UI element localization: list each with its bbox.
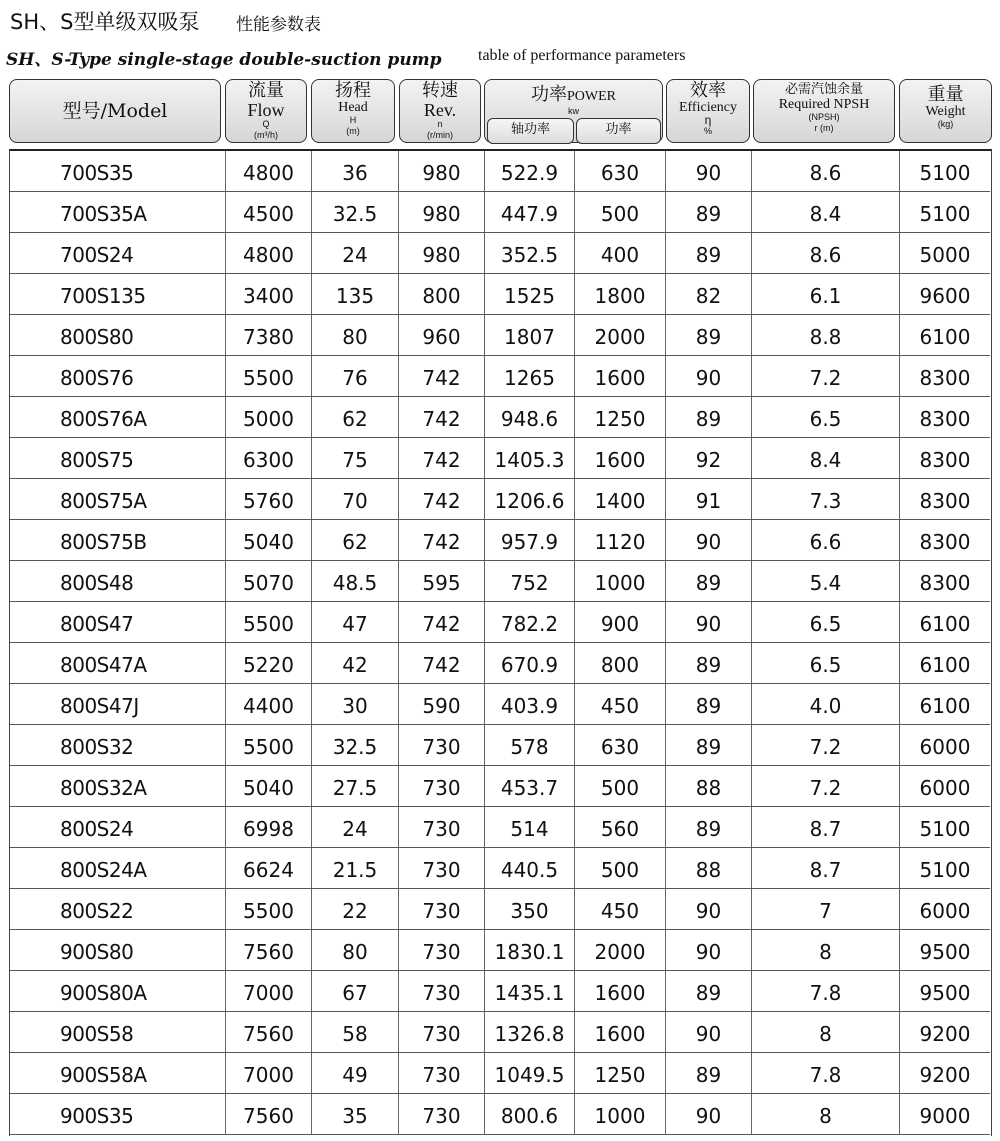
cell-efficiency: 89 [666, 192, 752, 232]
cell-model: 700S35A [10, 192, 226, 232]
cell-head: 135 [312, 274, 399, 314]
cell-head: 32.5 [312, 192, 399, 232]
table-row [10, 479, 990, 520]
cell-shaft-power: 352.5 [485, 233, 575, 273]
cell-flow: 5220 [226, 643, 312, 683]
table-row [10, 643, 990, 684]
cell-efficiency: 89 [666, 233, 752, 273]
cell-efficiency: 82 [666, 274, 752, 314]
cell-power: 500 [575, 192, 666, 232]
cell-weight: 5100 [919, 817, 971, 841]
cell-efficiency: 90 [666, 930, 752, 970]
cell-weight: 8300 [919, 407, 971, 431]
cell-shaft-power: 1807 [485, 315, 575, 355]
header-power-title [485, 86, 662, 106]
cell-weight: 8300 [919, 448, 971, 472]
cell-flow: 5760 [226, 479, 312, 519]
cell-flow: 7560 [226, 1012, 312, 1052]
cell-model: 800S47 [10, 602, 226, 642]
cell-head: 67 [312, 971, 399, 1011]
cell-model: 800S75 [10, 438, 226, 478]
cell-weight: 8300 [919, 571, 971, 595]
cell-flow: 7000 [226, 971, 312, 1011]
cell-model: 800S48 [10, 561, 226, 601]
header-flow-en: Flow [247, 100, 285, 120]
cell-npsh: 8 [752, 1012, 900, 1052]
cell-shaft-power: 782.2 [485, 602, 575, 642]
cell-npsh: 7.2 [752, 356, 900, 396]
cell-flow: 6998 [226, 807, 312, 847]
cell-efficiency: 88 [666, 766, 752, 806]
cell-npsh: 8.4 [752, 438, 900, 478]
cell-shaft-power: 1049.5 [485, 1053, 575, 1093]
cell-power: 800 [575, 643, 666, 683]
cell-power: 2000 [575, 315, 666, 355]
cell-flow: 5070 [226, 561, 312, 601]
cell-head: 24 [312, 233, 399, 273]
cell-rev: 730 [399, 766, 485, 806]
header-rev-unit: (r/min) [427, 130, 453, 140]
cell-npsh: 8.8 [752, 315, 900, 355]
cell-shaft-power: 514 [485, 807, 575, 847]
cell-weight: 9600 [919, 284, 971, 308]
table-row [10, 766, 990, 807]
cell-flow: 4500 [226, 192, 312, 232]
header-npsh-unit: r (m) [814, 123, 834, 133]
cell-shaft-power: 1830.1 [485, 930, 575, 970]
cell-power: 500 [575, 766, 666, 806]
cell-weight: 9500 [919, 940, 971, 964]
cell-efficiency: 90 [666, 520, 752, 560]
cell-npsh: 7.8 [752, 1053, 900, 1093]
header-flow-sym: Q [262, 119, 270, 129]
cell-head: 80 [312, 315, 399, 355]
cell-rev: 980 [399, 192, 485, 232]
cell-shaft-power: 800.6 [485, 1094, 575, 1134]
cell-model: 900S58A [10, 1053, 226, 1093]
table-row [10, 807, 990, 848]
cell-flow: 5040 [226, 520, 312, 560]
table-row [10, 151, 990, 192]
cell-power: 450 [575, 889, 666, 929]
cell-flow: 3400 [226, 274, 312, 314]
table-row [10, 930, 990, 971]
cell-shaft-power: 1405.3 [485, 438, 575, 478]
cell-model: 800S22 [10, 889, 226, 929]
cell-power: 1000 [575, 561, 666, 601]
table-row [10, 889, 990, 930]
cell-flow: 6300 [226, 438, 312, 478]
cell-npsh: 8 [752, 1094, 900, 1134]
cell-power: 630 [575, 151, 666, 191]
cell-model: 800S75A [10, 479, 226, 519]
cell-weight: 8300 [919, 366, 971, 390]
cell-efficiency: 89 [666, 315, 752, 355]
cell-shaft-power: 948.6 [485, 397, 575, 437]
table-row [10, 684, 990, 725]
cell-npsh: 6.5 [752, 602, 900, 642]
cell-shaft-power: 522.9 [485, 151, 575, 191]
header-weight-cn: 重量 [927, 84, 964, 105]
cell-npsh: 7.2 [752, 766, 900, 806]
cell-head: 49 [312, 1053, 399, 1093]
cell-power: 400 [575, 233, 666, 273]
header-weight-unit: (kg) [937, 119, 954, 129]
table-row [10, 602, 990, 643]
cell-head: 36 [312, 151, 399, 191]
cell-power: 500 [575, 848, 666, 888]
cell-rev: 730 [399, 930, 485, 970]
cell-flow: 5500 [226, 356, 312, 396]
cell-shaft-power: 1326.8 [485, 1012, 575, 1052]
table-row [10, 561, 990, 602]
header-eff-cn: 效率 [690, 80, 726, 101]
header-power-unit: kw [568, 106, 579, 116]
cell-model: 700S24 [10, 233, 226, 273]
cell-shaft-power: 350 [485, 889, 575, 929]
cell-model: 900S35 [10, 1094, 226, 1134]
cell-power: 630 [575, 725, 666, 765]
cell-model: 800S24A [10, 848, 226, 888]
cell-head: 24 [312, 807, 399, 847]
cell-npsh: 6.5 [752, 643, 900, 683]
cell-rev: 742 [399, 479, 485, 519]
cell-npsh: 8.7 [752, 807, 900, 847]
cell-flow: 7560 [226, 1094, 312, 1134]
cell-shaft-power: 403.9 [485, 684, 575, 724]
cell-weight: 5000 [919, 243, 971, 267]
cell-flow: 7000 [226, 1053, 312, 1093]
header-eff-sym: η [704, 113, 712, 127]
performance-table [9, 149, 992, 1136]
cell-weight: 6000 [919, 899, 971, 923]
header-power-cn: 功率 [531, 84, 567, 105]
cell-efficiency: 89 [666, 684, 752, 724]
cell-head: 48.5 [312, 561, 399, 601]
cell-rev: 730 [399, 1012, 485, 1052]
header-model [9, 79, 221, 143]
cell-power: 1250 [575, 397, 666, 437]
header-head-en: Head [338, 100, 368, 115]
cell-model: 800S24 [10, 807, 226, 847]
cell-efficiency: 90 [666, 1094, 752, 1134]
cell-flow: 4400 [226, 684, 312, 724]
title-en-sub: table of performance parameters [478, 47, 686, 64]
cell-model: 900S80A [10, 971, 226, 1011]
cell-head: 47 [312, 602, 399, 642]
cell-shaft-power: 578 [485, 725, 575, 765]
header-rev-sym: n [437, 119, 443, 129]
header-flow-unit: (m³/h) [254, 130, 278, 140]
table-row [10, 848, 990, 889]
cell-power: 1250 [575, 1053, 666, 1093]
cell-head: 42 [312, 643, 399, 683]
cell-efficiency: 89 [666, 807, 752, 847]
cell-npsh: 7 [752, 889, 900, 929]
cell-power: 1600 [575, 438, 666, 478]
cell-power: 1000 [575, 1094, 666, 1134]
cell-npsh: 6.5 [752, 397, 900, 437]
cell-flow: 7560 [226, 930, 312, 970]
cell-power: 900 [575, 602, 666, 642]
cell-rev: 800 [399, 274, 485, 314]
cell-efficiency: 89 [666, 1053, 752, 1093]
header-head-sym: H [349, 115, 357, 125]
header-rev [399, 79, 481, 143]
cell-weight: 5100 [919, 202, 971, 226]
header-head-unit: (m) [346, 126, 360, 136]
cell-rev: 590 [399, 684, 485, 724]
header-model-label: 型号/Model [62, 100, 168, 122]
cell-model: 800S32 [10, 725, 226, 765]
cell-rev: 742 [399, 397, 485, 437]
cell-efficiency: 89 [666, 971, 752, 1011]
cell-model: 800S32A [10, 766, 226, 806]
cell-head: 21.5 [312, 848, 399, 888]
cell-model: 800S80 [10, 315, 226, 355]
cell-head: 32.5 [312, 725, 399, 765]
cell-npsh: 7.8 [752, 971, 900, 1011]
cell-shaft-power: 1435.1 [485, 971, 575, 1011]
cell-rev: 980 [399, 151, 485, 191]
header-efficiency [666, 79, 750, 143]
cell-head: 58 [312, 1012, 399, 1052]
cell-rev: 730 [399, 971, 485, 1011]
cell-npsh: 8.4 [752, 192, 900, 232]
cell-rev: 730 [399, 725, 485, 765]
cell-npsh: 8 [752, 930, 900, 970]
table-row [10, 192, 990, 233]
header-power-rated: 功率 [576, 118, 661, 144]
header-npsh [753, 79, 895, 143]
header-npsh-sym: (NPSH) [808, 112, 840, 122]
cell-weight: 6100 [919, 694, 971, 718]
cell-model: 700S35 [10, 151, 226, 191]
cell-power: 450 [575, 684, 666, 724]
cell-rev: 742 [399, 643, 485, 683]
cell-shaft-power: 1525 [485, 274, 575, 314]
cell-rev: 980 [399, 233, 485, 273]
cell-efficiency: 89 [666, 397, 752, 437]
cell-rev: 730 [399, 807, 485, 847]
table-row [10, 233, 990, 274]
cell-flow: 7380 [226, 315, 312, 355]
cell-shaft-power: 440.5 [485, 848, 575, 888]
cell-head: 80 [312, 930, 399, 970]
cell-efficiency: 92 [666, 438, 752, 478]
header-head-cn: 扬程 [335, 80, 371, 101]
cell-head: 30 [312, 684, 399, 724]
cell-efficiency: 91 [666, 479, 752, 519]
header-head [311, 79, 395, 143]
cell-flow: 4800 [226, 233, 312, 273]
cell-head: 27.5 [312, 766, 399, 806]
cell-npsh: 5.4 [752, 561, 900, 601]
cell-flow: 6624 [226, 848, 312, 888]
cell-weight: 6100 [919, 325, 971, 349]
cell-power: 1800 [575, 274, 666, 314]
cell-weight: 6000 [919, 735, 971, 759]
cell-head: 62 [312, 520, 399, 560]
cell-npsh: 8.6 [752, 151, 900, 191]
cell-power: 1600 [575, 1012, 666, 1052]
header-rev-cn: 转速 [422, 80, 458, 101]
cell-head: 75 [312, 438, 399, 478]
cell-rev: 960 [399, 315, 485, 355]
cell-efficiency: 90 [666, 356, 752, 396]
table-row [10, 356, 990, 397]
cell-head: 70 [312, 479, 399, 519]
cell-npsh: 6.1 [752, 274, 900, 314]
cell-weight: 9200 [919, 1022, 971, 1046]
cell-power: 1600 [575, 356, 666, 396]
table-row [10, 971, 990, 1012]
cell-weight: 5100 [919, 858, 971, 882]
header-eff-unit: % [703, 126, 712, 136]
cell-npsh: 6.6 [752, 520, 900, 560]
cell-npsh: 8.6 [752, 233, 900, 273]
cell-efficiency: 90 [666, 602, 752, 642]
cell-model: 900S80 [10, 930, 226, 970]
cell-npsh: 8.7 [752, 848, 900, 888]
cell-power: 1600 [575, 971, 666, 1011]
header-npsh-cn: 必需汽蚀余量 [784, 82, 863, 97]
header-flow [225, 79, 307, 143]
cell-rev: 742 [399, 602, 485, 642]
cell-flow: 5500 [226, 725, 312, 765]
cell-shaft-power: 447.9 [485, 192, 575, 232]
cell-model: 900S58 [10, 1012, 226, 1052]
cell-power: 560 [575, 807, 666, 847]
cell-shaft-power: 1206.6 [485, 479, 575, 519]
cell-rev: 742 [399, 438, 485, 478]
title-en-main: SH、S-Type single-stage double-suction pump [6, 50, 442, 70]
cell-weight: 6100 [919, 653, 971, 677]
cell-rev: 730 [399, 889, 485, 929]
table-row [10, 520, 990, 561]
cell-efficiency: 90 [666, 889, 752, 929]
cell-npsh: 7.3 [752, 479, 900, 519]
cell-shaft-power: 752 [485, 561, 575, 601]
cell-npsh: 4.0 [752, 684, 900, 724]
cell-weight: 9200 [919, 1063, 971, 1087]
title-cn-main: SH、S型单级双吸泵 [10, 10, 200, 34]
table-row [10, 1012, 990, 1053]
cell-shaft-power: 957.9 [485, 520, 575, 560]
cell-head: 76 [312, 356, 399, 396]
cell-weight: 6000 [919, 776, 971, 800]
cell-npsh: 7.2 [752, 725, 900, 765]
table-row [10, 725, 990, 766]
cell-flow: 4800 [226, 151, 312, 191]
header-npsh-en: Required NPSH [778, 97, 870, 112]
header-power-shaft: 轴功率 [487, 118, 574, 144]
cell-efficiency: 88 [666, 848, 752, 888]
cell-efficiency: 90 [666, 151, 752, 191]
cell-model: 800S76A [10, 397, 226, 437]
cell-rev: 595 [399, 561, 485, 601]
table-row [10, 1094, 990, 1135]
cell-rev: 730 [399, 848, 485, 888]
cell-weight: 9000 [919, 1104, 971, 1128]
cell-shaft-power: 453.7 [485, 766, 575, 806]
header-weight-en: Weight [925, 104, 966, 119]
cell-flow: 5000 [226, 397, 312, 437]
cell-flow: 5040 [226, 766, 312, 806]
cell-rev: 730 [399, 1053, 485, 1093]
cell-model: 800S75B [10, 520, 226, 560]
cell-model: 700S135 [10, 274, 226, 314]
cell-efficiency: 89 [666, 643, 752, 683]
header-weight [899, 79, 992, 143]
header-rev-en: Rev. [423, 100, 457, 120]
cell-flow: 5500 [226, 602, 312, 642]
cell-head: 35 [312, 1094, 399, 1134]
cell-rev: 742 [399, 520, 485, 560]
table-row [10, 438, 990, 479]
cell-model: 800S76 [10, 356, 226, 396]
cell-flow: 5500 [226, 889, 312, 929]
title-cn-sub: 性能参数表 [236, 15, 321, 35]
cell-model: 800S47A [10, 643, 226, 683]
cell-weight: 8300 [919, 530, 971, 554]
table-row [10, 1053, 990, 1094]
cell-weight: 6100 [919, 612, 971, 636]
header-flow-cn: 流量 [248, 80, 284, 101]
cell-weight: 5100 [919, 161, 971, 185]
table-row [10, 315, 990, 356]
cell-weight: 8300 [919, 489, 971, 513]
cell-model: 800S47J [10, 684, 226, 724]
cell-power: 1120 [575, 520, 666, 560]
cell-efficiency: 89 [666, 725, 752, 765]
cell-head: 22 [312, 889, 399, 929]
header-power-en: POWER [567, 89, 616, 104]
cell-power: 1400 [575, 479, 666, 519]
table-row [10, 397, 990, 438]
table-row [10, 274, 990, 315]
cell-rev: 730 [399, 1094, 485, 1134]
header-eff-en: Efficiency [678, 100, 738, 115]
cell-power: 2000 [575, 930, 666, 970]
cell-shaft-power: 1265 [485, 356, 575, 396]
cell-efficiency: 89 [666, 561, 752, 601]
cell-rev: 742 [399, 356, 485, 396]
cell-efficiency: 90 [666, 1012, 752, 1052]
cell-head: 62 [312, 397, 399, 437]
cell-weight: 9500 [919, 981, 971, 1005]
cell-shaft-power: 670.9 [485, 643, 575, 683]
